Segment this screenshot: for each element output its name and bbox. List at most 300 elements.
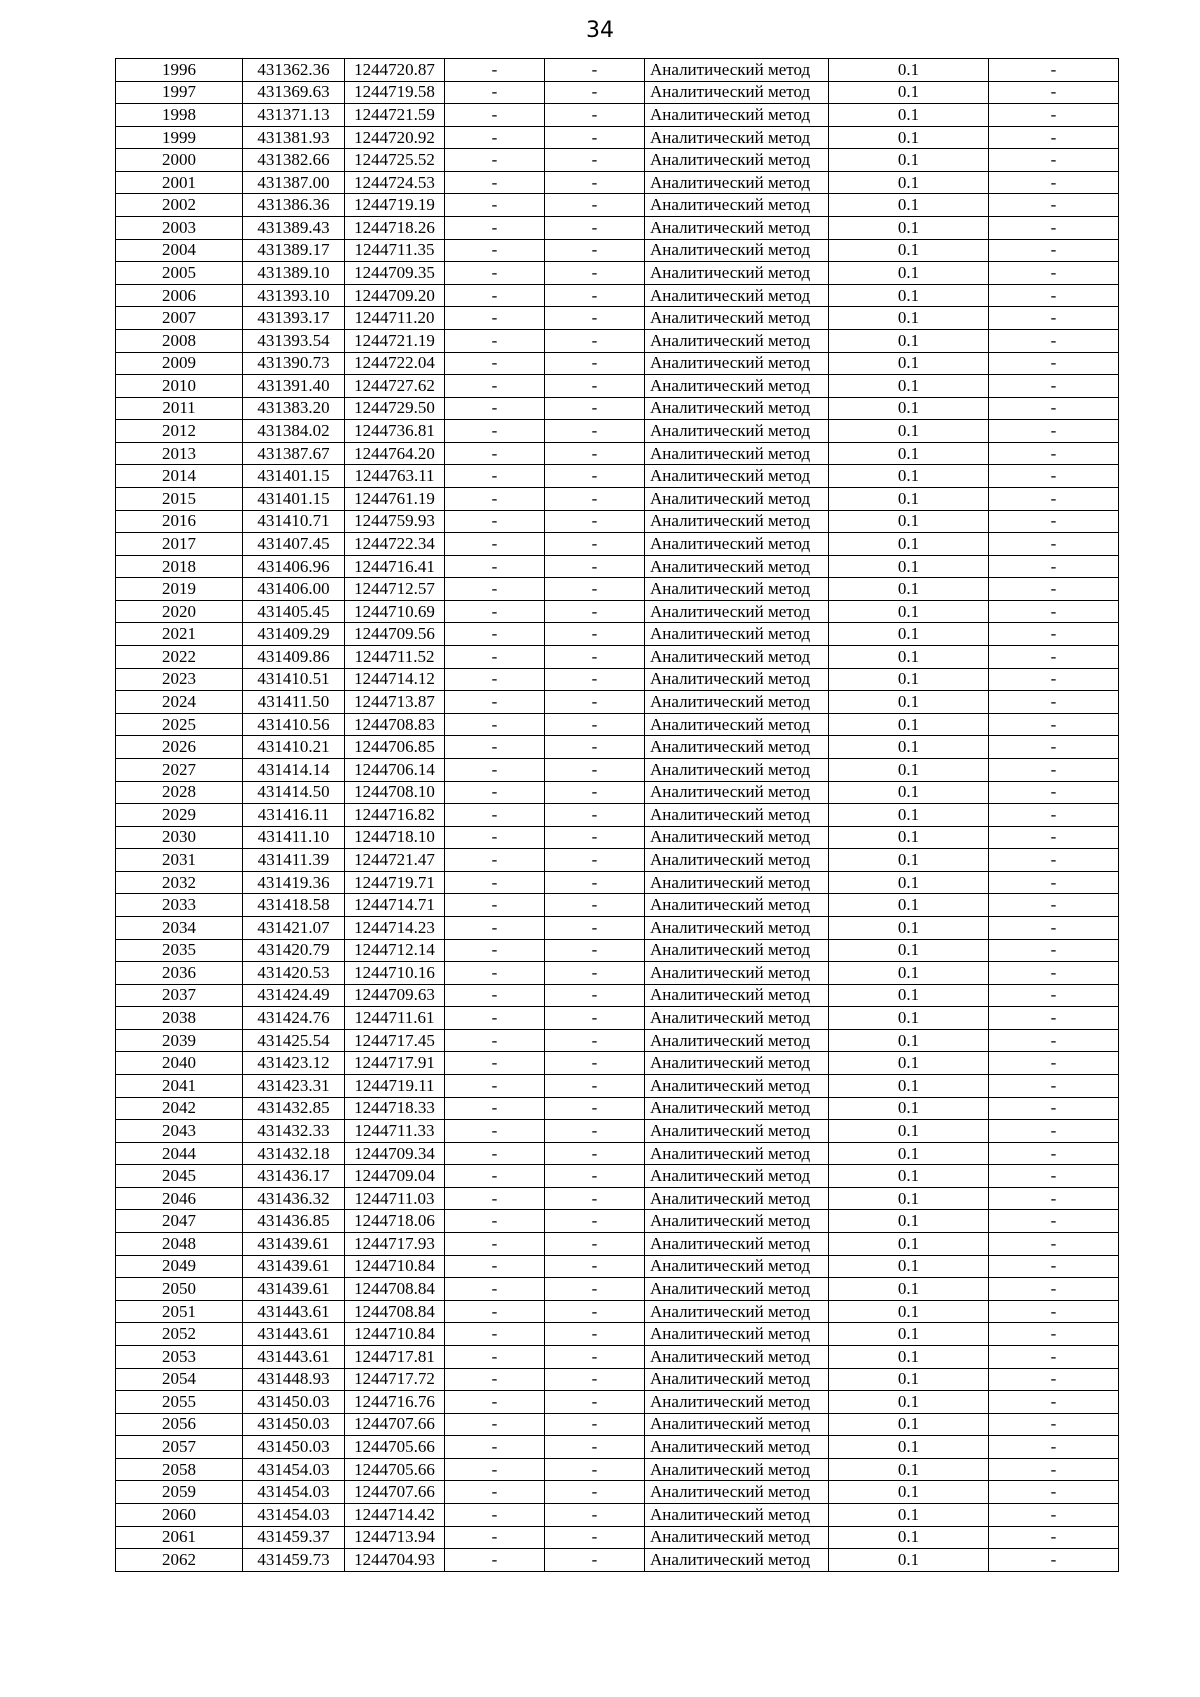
accuracy-cell: 0.1 [829, 758, 989, 781]
x-coordinate-cell: 431401.15 [243, 487, 345, 510]
empty-cell: - [445, 600, 545, 623]
table-row [116, 420, 1119, 443]
point-number-cell: 2005 [116, 262, 243, 285]
method-cell: Аналитический метод [645, 420, 829, 443]
method-cell: Аналитический метод [645, 1413, 829, 1436]
empty-cell: - [445, 1413, 545, 1436]
y-coordinate-cell: 1244718.06 [345, 1210, 445, 1233]
table-row [116, 1436, 1119, 1459]
empty-cell: - [545, 826, 645, 849]
point-number-cell: 2024 [116, 691, 243, 714]
point-number-cell: 2012 [116, 420, 243, 443]
method-cell: Аналитический метод [645, 691, 829, 714]
table-row [116, 533, 1119, 556]
accuracy-cell: 0.1 [829, 194, 989, 217]
y-coordinate-cell: 1244708.83 [345, 713, 445, 736]
y-coordinate-cell: 1244709.63 [345, 984, 445, 1007]
empty-cell: - [989, 578, 1119, 601]
empty-cell: - [445, 487, 545, 510]
method-cell: Аналитический метод [645, 1097, 829, 1120]
x-coordinate-cell: 431432.18 [243, 1142, 345, 1165]
accuracy-cell: 0.1 [829, 646, 989, 669]
x-coordinate-cell: 431436.32 [243, 1187, 345, 1210]
point-number-cell: 2051 [116, 1300, 243, 1323]
empty-cell: - [445, 1345, 545, 1368]
empty-cell: - [545, 1526, 645, 1549]
point-number-cell: 2001 [116, 171, 243, 194]
empty-cell: - [445, 1504, 545, 1527]
accuracy-cell: 0.1 [829, 1233, 989, 1256]
empty-cell: - [445, 555, 545, 578]
empty-cell: - [989, 1255, 1119, 1278]
empty-cell: - [445, 1097, 545, 1120]
point-number-cell: 2050 [116, 1278, 243, 1301]
point-number-cell: 2033 [116, 894, 243, 917]
y-coordinate-cell: 1244710.84 [345, 1323, 445, 1346]
empty-cell: - [989, 1210, 1119, 1233]
empty-cell: - [445, 465, 545, 488]
accuracy-cell: 0.1 [829, 465, 989, 488]
accuracy-cell: 0.1 [829, 307, 989, 330]
accuracy-cell: 0.1 [829, 126, 989, 149]
accuracy-cell: 0.1 [829, 329, 989, 352]
empty-cell: - [989, 1391, 1119, 1414]
empty-cell: - [445, 984, 545, 1007]
method-cell: Аналитический метод [645, 1526, 829, 1549]
table-row [116, 1368, 1119, 1391]
accuracy-cell: 0.1 [829, 533, 989, 556]
empty-cell: - [545, 104, 645, 127]
point-number-cell: 2020 [116, 600, 243, 623]
x-coordinate-cell: 431410.21 [243, 736, 345, 759]
empty-cell: - [445, 646, 545, 669]
accuracy-cell: 0.1 [829, 1187, 989, 1210]
empty-cell: - [445, 397, 545, 420]
empty-cell: - [445, 171, 545, 194]
y-coordinate-cell: 1244708.84 [345, 1278, 445, 1301]
y-coordinate-cell: 1244724.53 [345, 171, 445, 194]
accuracy-cell: 0.1 [829, 736, 989, 759]
accuracy-cell: 0.1 [829, 1391, 989, 1414]
y-coordinate-cell: 1244705.66 [345, 1436, 445, 1459]
accuracy-cell: 0.1 [829, 623, 989, 646]
empty-cell: - [989, 1097, 1119, 1120]
table-row [116, 1255, 1119, 1278]
point-number-cell: 2055 [116, 1391, 243, 1414]
point-number-cell: 2053 [116, 1345, 243, 1368]
accuracy-cell: 0.1 [829, 375, 989, 398]
x-coordinate-cell: 431409.29 [243, 623, 345, 646]
method-cell: Аналитический метод [645, 442, 829, 465]
x-coordinate-cell: 431393.54 [243, 329, 345, 352]
method-cell: Аналитический метод [645, 826, 829, 849]
table-row [116, 1052, 1119, 1075]
empty-cell: - [545, 1165, 645, 1188]
x-coordinate-cell: 431390.73 [243, 352, 345, 375]
x-coordinate-cell: 431432.85 [243, 1097, 345, 1120]
empty-cell: - [989, 984, 1119, 1007]
table-row [116, 1300, 1119, 1323]
empty-cell: - [445, 194, 545, 217]
empty-cell: - [989, 894, 1119, 917]
accuracy-cell: 0.1 [829, 1142, 989, 1165]
point-number-cell: 2042 [116, 1097, 243, 1120]
empty-cell: - [545, 420, 645, 443]
table-row [116, 1187, 1119, 1210]
accuracy-cell: 0.1 [829, 1052, 989, 1075]
empty-cell: - [989, 171, 1119, 194]
x-coordinate-cell: 431450.03 [243, 1413, 345, 1436]
empty-cell: - [545, 510, 645, 533]
y-coordinate-cell: 1244720.87 [345, 59, 445, 82]
empty-cell: - [545, 1142, 645, 1165]
empty-cell: - [545, 1323, 645, 1346]
empty-cell: - [445, 1029, 545, 1052]
accuracy-cell: 0.1 [829, 262, 989, 285]
empty-cell: - [445, 1549, 545, 1572]
empty-cell: - [545, 1458, 645, 1481]
empty-cell: - [989, 1526, 1119, 1549]
y-coordinate-cell: 1244711.52 [345, 646, 445, 669]
empty-cell: - [989, 849, 1119, 872]
method-cell: Аналитический метод [645, 1165, 829, 1188]
table-row [116, 217, 1119, 240]
y-coordinate-cell: 1244719.19 [345, 194, 445, 217]
x-coordinate-cell: 431454.03 [243, 1504, 345, 1527]
y-coordinate-cell: 1244709.56 [345, 623, 445, 646]
table-row [116, 804, 1119, 827]
empty-cell: - [989, 126, 1119, 149]
y-coordinate-cell: 1244712.57 [345, 578, 445, 601]
method-cell: Аналитический метод [645, 849, 829, 872]
empty-cell: - [445, 239, 545, 262]
y-coordinate-cell: 1244722.04 [345, 352, 445, 375]
accuracy-cell: 0.1 [829, 1075, 989, 1098]
empty-cell: - [989, 59, 1119, 82]
table-row [116, 1278, 1119, 1301]
empty-cell: - [545, 1504, 645, 1527]
empty-cell: - [445, 126, 545, 149]
table-row [116, 1504, 1119, 1527]
accuracy-cell: 0.1 [829, 1278, 989, 1301]
empty-cell: - [445, 217, 545, 240]
point-number-cell: 2054 [116, 1368, 243, 1391]
point-number-cell: 2019 [116, 578, 243, 601]
empty-cell: - [989, 1029, 1119, 1052]
empty-cell: - [545, 1413, 645, 1436]
empty-cell: - [545, 1549, 645, 1572]
empty-cell: - [989, 1504, 1119, 1527]
table-row [116, 1413, 1119, 1436]
accuracy-cell: 0.1 [829, 826, 989, 849]
table-row [116, 1120, 1119, 1143]
empty-cell: - [989, 555, 1119, 578]
point-number-cell: 2058 [116, 1458, 243, 1481]
empty-cell: - [989, 646, 1119, 669]
table-row [116, 329, 1119, 352]
x-coordinate-cell: 431393.17 [243, 307, 345, 330]
table-body [116, 59, 1119, 1572]
empty-cell: - [989, 1368, 1119, 1391]
empty-cell: - [445, 262, 545, 285]
x-coordinate-cell: 431454.03 [243, 1458, 345, 1481]
x-coordinate-cell: 431381.93 [243, 126, 345, 149]
method-cell: Аналитический метод [645, 1233, 829, 1256]
accuracy-cell: 0.1 [829, 804, 989, 827]
x-coordinate-cell: 431436.85 [243, 1210, 345, 1233]
empty-cell: - [545, 1300, 645, 1323]
table-row [116, 1233, 1119, 1256]
accuracy-cell: 0.1 [829, 510, 989, 533]
empty-cell: - [545, 849, 645, 872]
table-row [116, 81, 1119, 104]
empty-cell: - [445, 939, 545, 962]
y-coordinate-cell: 1244714.12 [345, 668, 445, 691]
empty-cell: - [989, 916, 1119, 939]
method-cell: Аналитический метод [645, 284, 829, 307]
table-row [116, 239, 1119, 262]
point-number-cell: 2022 [116, 646, 243, 669]
x-coordinate-cell: 431439.61 [243, 1233, 345, 1256]
empty-cell: - [545, 149, 645, 172]
empty-cell: - [445, 510, 545, 533]
method-cell: Аналитический метод [645, 600, 829, 623]
empty-cell: - [989, 1323, 1119, 1346]
method-cell: Аналитический метод [645, 713, 829, 736]
empty-cell: - [445, 375, 545, 398]
empty-cell: - [545, 1210, 645, 1233]
y-coordinate-cell: 1244721.59 [345, 104, 445, 127]
coordinates-table [115, 58, 1119, 1572]
x-coordinate-cell: 431459.73 [243, 1549, 345, 1572]
y-coordinate-cell: 1244721.47 [345, 849, 445, 872]
point-number-cell: 2041 [116, 1075, 243, 1098]
empty-cell: - [989, 1142, 1119, 1165]
empty-cell: - [545, 1097, 645, 1120]
point-number-cell: 2018 [116, 555, 243, 578]
point-number-cell: 2048 [116, 1233, 243, 1256]
point-number-cell: 2056 [116, 1413, 243, 1436]
empty-cell: - [989, 284, 1119, 307]
empty-cell: - [445, 81, 545, 104]
empty-cell: - [989, 1165, 1119, 1188]
empty-cell: - [445, 284, 545, 307]
empty-cell: - [545, 1075, 645, 1098]
empty-cell: - [545, 781, 645, 804]
accuracy-cell: 0.1 [829, 871, 989, 894]
empty-cell: - [545, 1391, 645, 1414]
accuracy-cell: 0.1 [829, 59, 989, 82]
y-coordinate-cell: 1244713.87 [345, 691, 445, 714]
x-coordinate-cell: 431418.58 [243, 894, 345, 917]
empty-cell: - [445, 736, 545, 759]
empty-cell: - [445, 104, 545, 127]
method-cell: Аналитический метод [645, 375, 829, 398]
accuracy-cell: 0.1 [829, 1029, 989, 1052]
y-coordinate-cell: 1244709.35 [345, 262, 445, 285]
accuracy-cell: 0.1 [829, 1436, 989, 1459]
x-coordinate-cell: 431386.36 [243, 194, 345, 217]
point-number-cell: 2029 [116, 804, 243, 827]
empty-cell: - [989, 804, 1119, 827]
empty-cell: - [445, 442, 545, 465]
method-cell: Аналитический метод [645, 736, 829, 759]
method-cell: Аналитический метод [645, 804, 829, 827]
method-cell: Аналитический метод [645, 623, 829, 646]
y-coordinate-cell: 1244720.92 [345, 126, 445, 149]
x-coordinate-cell: 431406.96 [243, 555, 345, 578]
method-cell: Аналитический метод [645, 1300, 829, 1323]
accuracy-cell: 0.1 [829, 1097, 989, 1120]
y-coordinate-cell: 1244727.62 [345, 375, 445, 398]
empty-cell: - [545, 442, 645, 465]
x-coordinate-cell: 431401.15 [243, 465, 345, 488]
empty-cell: - [445, 781, 545, 804]
accuracy-cell: 0.1 [829, 555, 989, 578]
empty-cell: - [545, 600, 645, 623]
x-coordinate-cell: 431387.00 [243, 171, 345, 194]
empty-cell: - [545, 668, 645, 691]
accuracy-cell: 0.1 [829, 1481, 989, 1504]
point-number-cell: 2059 [116, 1481, 243, 1504]
table-row [116, 916, 1119, 939]
empty-cell: - [989, 623, 1119, 646]
table-row [116, 352, 1119, 375]
y-coordinate-cell: 1244717.81 [345, 1345, 445, 1368]
point-number-cell: 2043 [116, 1120, 243, 1143]
point-number-cell: 2037 [116, 984, 243, 1007]
accuracy-cell: 0.1 [829, 691, 989, 714]
y-coordinate-cell: 1244721.19 [345, 329, 445, 352]
y-coordinate-cell: 1244713.94 [345, 1526, 445, 1549]
empty-cell: - [545, 736, 645, 759]
accuracy-cell: 0.1 [829, 916, 989, 939]
table-row [116, 1210, 1119, 1233]
method-cell: Аналитический метод [645, 962, 829, 985]
empty-cell: - [989, 1481, 1119, 1504]
y-coordinate-cell: 1244722.34 [345, 533, 445, 556]
x-coordinate-cell: 431369.63 [243, 81, 345, 104]
x-coordinate-cell: 431459.37 [243, 1526, 345, 1549]
point-number-cell: 2028 [116, 781, 243, 804]
table-row [116, 984, 1119, 1007]
accuracy-cell: 0.1 [829, 578, 989, 601]
method-cell: Аналитический метод [645, 1142, 829, 1165]
empty-cell: - [545, 1255, 645, 1278]
method-cell: Аналитический метод [645, 939, 829, 962]
accuracy-cell: 0.1 [829, 1345, 989, 1368]
empty-cell: - [989, 1278, 1119, 1301]
y-coordinate-cell: 1244717.45 [345, 1029, 445, 1052]
table-row [116, 1391, 1119, 1414]
empty-cell: - [545, 217, 645, 240]
empty-cell: - [445, 871, 545, 894]
empty-cell: - [989, 1187, 1119, 1210]
x-coordinate-cell: 431411.50 [243, 691, 345, 714]
point-number-cell: 2023 [116, 668, 243, 691]
y-coordinate-cell: 1244709.04 [345, 1165, 445, 1188]
method-cell: Аналитический метод [645, 1187, 829, 1210]
point-number-cell: 2007 [116, 307, 243, 330]
y-coordinate-cell: 1244718.10 [345, 826, 445, 849]
method-cell: Аналитический метод [645, 126, 829, 149]
point-number-cell: 2047 [116, 1210, 243, 1233]
empty-cell: - [445, 826, 545, 849]
x-coordinate-cell: 431448.93 [243, 1368, 345, 1391]
empty-cell: - [989, 600, 1119, 623]
point-number-cell: 2057 [116, 1436, 243, 1459]
table-row [116, 939, 1119, 962]
empty-cell: - [445, 691, 545, 714]
accuracy-cell: 0.1 [829, 1165, 989, 1188]
x-coordinate-cell: 431450.03 [243, 1436, 345, 1459]
y-coordinate-cell: 1244711.20 [345, 307, 445, 330]
method-cell: Аналитический метод [645, 1549, 829, 1572]
point-number-cell: 2036 [116, 962, 243, 985]
empty-cell: - [545, 59, 645, 82]
table-row [116, 1458, 1119, 1481]
empty-cell: - [445, 1210, 545, 1233]
table-row [116, 826, 1119, 849]
method-cell: Аналитический метод [645, 487, 829, 510]
x-coordinate-cell: 431421.07 [243, 916, 345, 939]
method-cell: Аналитический метод [645, 984, 829, 1007]
point-number-cell: 2031 [116, 849, 243, 872]
empty-cell: - [545, 533, 645, 556]
empty-cell: - [989, 691, 1119, 714]
empty-cell: - [545, 555, 645, 578]
empty-cell: - [545, 984, 645, 1007]
empty-cell: - [445, 352, 545, 375]
accuracy-cell: 0.1 [829, 1549, 989, 1572]
point-number-cell: 2025 [116, 713, 243, 736]
point-number-cell: 2040 [116, 1052, 243, 1075]
method-cell: Аналитический метод [645, 59, 829, 82]
x-coordinate-cell: 431423.31 [243, 1075, 345, 1098]
empty-cell: - [989, 397, 1119, 420]
empty-cell: - [445, 1187, 545, 1210]
empty-cell: - [989, 81, 1119, 104]
empty-cell: - [445, 668, 545, 691]
empty-cell: - [989, 939, 1119, 962]
empty-cell: - [545, 1029, 645, 1052]
empty-cell: - [445, 1120, 545, 1143]
x-coordinate-cell: 431420.53 [243, 962, 345, 985]
empty-cell: - [989, 736, 1119, 759]
empty-cell: - [989, 871, 1119, 894]
empty-cell: - [545, 375, 645, 398]
point-number-cell: 2003 [116, 217, 243, 240]
method-cell: Аналитический метод [645, 81, 829, 104]
x-coordinate-cell: 431389.43 [243, 217, 345, 240]
empty-cell: - [445, 307, 545, 330]
method-cell: Аналитический метод [645, 916, 829, 939]
table-row [116, 510, 1119, 533]
method-cell: Аналитический метод [645, 1210, 829, 1233]
point-number-cell: 1999 [116, 126, 243, 149]
method-cell: Аналитический метод [645, 758, 829, 781]
point-number-cell: 2008 [116, 329, 243, 352]
empty-cell: - [989, 487, 1119, 510]
empty-cell: - [989, 1300, 1119, 1323]
x-coordinate-cell: 431406.00 [243, 578, 345, 601]
point-number-cell: 2034 [116, 916, 243, 939]
y-coordinate-cell: 1244711.33 [345, 1120, 445, 1143]
method-cell: Аналитический метод [645, 217, 829, 240]
y-coordinate-cell: 1244708.10 [345, 781, 445, 804]
empty-cell: - [445, 533, 545, 556]
point-number-cell: 2010 [116, 375, 243, 398]
